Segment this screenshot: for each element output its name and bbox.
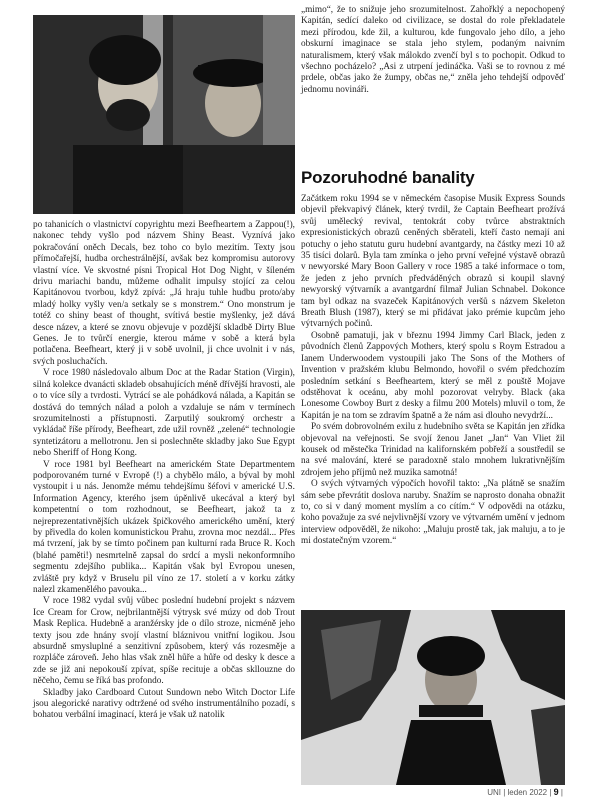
section-paragraph: Po svém dobrovolném exilu z hudebního světa se Kapitán jen zřídka objevoval na veřejnosti. Se svojí ženou Janet „Jan“ Van Vliet žil kousek od městečka Trinidad na kalifornském pobřeží a soustředil se na své malování, které se paradoxně stalo mnohem lukrativnějším zdrojem jeho příjmů než muzika samotná! <box>301 422 565 478</box>
left-paragraph: V roce 1981 byl Beefheart na americkém State Departmentem podporovaném turné v Evropě (!) a chybělo málo, a býval by mohl vystoupit i u nás. Jenomže mému tehdejšímu šéfovi v americké U.S. Information Agency, kterého jsem úpěnlivě ukecával a který byl kompetentní o tom rozhodnout, se Beefheart, jakož ta z nejreprezentativnějších ukázek špičkového amerického umění, který by přivedla do kolen komunistickou Prahu, zrovna moc nezdál... Přes má tvrzení, jak by se tímto počinem pan kulturní rada Bruce R. Koch (blahé paměti!) nesmrtelně zapsal do srdcí a mysli nekonformního segmentu zdejšího publika... Kapitán však byl Evropou unesen, zvláště pry když v Bruselu pil víno ze 17. století a v korku zátky nalezl zkamenělého pavouka... <box>33 459 295 595</box>
section-paragraph: Začátkem roku 1994 se v německém časopise Musik Express Sounds objevil překvapivý článek, který tvrdil, že Captain Beefheart prožívá svůj umělecký revival, tentokrát coby tvůrce abstraktních expresionistických obrazů ceněných sběrateli, kteří často nemají ani potuchy o jeho statutu guru hudební avantgardy, na částky mezi 10 až 35 tisíci dolarů. Byla tam zmínka o jeho první veřejné výstavě obrazů v newyorské Mary Boon Gallery v roce 1985 a také informace o tom, že jeden z jeho prvních předváděných obrazů si koupil slavný newyorský výtvarník a avantgardní filmař Julian Schnabel. Dokonce tam byl odkaz na svazeček Kapitánových veršů s názvem Skeleton Breath Blush (1987), který se mi přidávat jako prémie kupcům jeho výtvarných počinů. <box>301 194 565 330</box>
left-paragraph: Skladby jako Cardboard Cutout Sundown nebo Witch Doctor Life jsou alegorické narativy odtržené od svého instrumentálního pozadí, s bohatou verbální imaginací, která je však už natolik <box>33 687 295 721</box>
section-paragraph: Osobně pamatuji, jak v březnu 1994 Jimmy Carl Black, jeden z původních členů Zappových Mothers, který spolu s Roym Estradou a Ianem Underwoodem vystoupili jako The Sons of the Mothers of Invention v pražském klubu Belmondo, hovořil o svém předchozím posledním setkání s Beefheartem, který se měl z pouště Mojave odstěhovat k oceánu, aby mohl pozorovat velryby. Black (aka Lonesome Cowboy Burt z desky a filmu 200 Motels) mluvil o tom, že Kapitán je na tom se zdravím špatně a že nám asi dlouho nevydrží... <box>301 330 565 421</box>
left-paragraph: V roce 1980 následovalo album Doc at the Radar Station (Virgin), silná kolekce dvanácti skladeb obsahujících méně dřívější hravosti, ale o to více síly a tvrdosti. Vytrácí se ale pohádková nálada, a Kapitán se dostává do temných nálad a poloh a vzdaluje se nám v termínech srozumitelnosti a přístupnosti. Zarputilý soukromý orchestr a vykládač říše přírody, Beefheart, zde užil rovněž „zelené“ technologie syntetizátoru a mellotronu. Jen si poslechněte skladby jako Sue Egypt nebo Sheriff of Hong Kong. <box>33 368 295 459</box>
article-column-left <box>33 220 295 722</box>
article-column-right-top <box>301 5 565 96</box>
page-footer <box>487 787 563 797</box>
right-top-paragraph: „mimo“, že to snižuje jeho srozumitelnost. Zahořklý a nepochopený Kapitán, sedící daleko od civilizace, se dostal do role překladatele mezi přírodou, kde žil, a kulturou, kde fungovalo jeho dílo, a jeho obskurní imaginace se stala jeho stylem, podaným naivním naturalismem, který však málokdo zvenčí byl s to pochopit. Odkud to všechno pocházelo? „Asi z utrpení jedináčka. Vaši se to rovnou z mé prdele, občas jako že žumpy, občas ne,“ zněla jeho tehdejší odpověď jednomu novináři. <box>301 5 565 95</box>
left-paragraph: po tahanicích o vlastnictví copyrightu mezi Beefheartem a Zappou(!), nakonec tehdy vyšlo pod názvem Shiny Beast. Vyznívá jako pokračování oněch Decals, bez toho co bylo mezitím. Texty jsou přímočařejší, hudba orchestrálnější, avšak bez kompromisu autorovy vlastní více. Ve skvostné písni Tropical Hot Dog Night, v šíleném drivu mariachi bandu, můžeme odhalit impulsy stojící za celou Kapitánovou tvorbou, když zpívá: „Já hraju tuhle hudbu proto/aby mladý holky vyšly ven/a setkaly se s monstrem.“ Ono monstrum je totéž co shiny beast of thought, svítivá bestie myšlenky, jež dává desce název, a které se znovu objevuje v pozdější skladbě Dirty Blue Genes. Je to tvůrčí energie, kterou máme v sobě a která byla potlačena. Beefheart, který ji v sobě uvolnil, ji chce uvolnit i v nás, svých posluchačích. <box>33 220 295 367</box>
section-paragraph: O svých výtvarných výpočích hovořil takto: „Na plátně se snažím sám sebe převrátit doslova naruby. Snažím se naprosto donaha obnažit to, co si v daný moment myslím a co cítím.“ V odpovědi na otázku, koho považuje za své nejvlivnější vzory ve výtvarném umění v jednom interview odpověděl, že nikoho: „Maluju prostě tak, jak maluju, a to je mi dostatečným vzorem.“ <box>301 479 565 547</box>
photo-painter-portrait <box>301 610 565 785</box>
photo-band-members <box>33 15 295 214</box>
section-heading: Pozoruhodné banality <box>301 168 475 187</box>
page-number: 9 <box>553 787 559 797</box>
footer-end-mark: | <box>560 788 563 797</box>
footer-separator: | <box>549 788 552 797</box>
issue-label: UNI | leden 2022 <box>487 788 548 797</box>
article-column-right <box>301 194 565 548</box>
left-paragraph: V roce 1982 vydal svůj vůbec poslední hudební projekt s názvem Ice Cream for Crow, nejbrilantnější výtrysk své múzy od dob Trout Mask Replica. Hudebně a aranžérsky jde o dílo stroze, nicméně jeho texty jsou zde hnány svojí vlastní bláznivou vnitřní logikou. Jsou absurdně smysluplné a senzitivní způsobem, který vás rozesměje a rozpláče zároveň. Jeho hlas však zněl hůře a hůře od desky k desce a zde se již ani nepokouší zpívat, spíše recituje a občas skllouzne do něčeho, čemu se říká bas profondo. <box>33 596 295 687</box>
